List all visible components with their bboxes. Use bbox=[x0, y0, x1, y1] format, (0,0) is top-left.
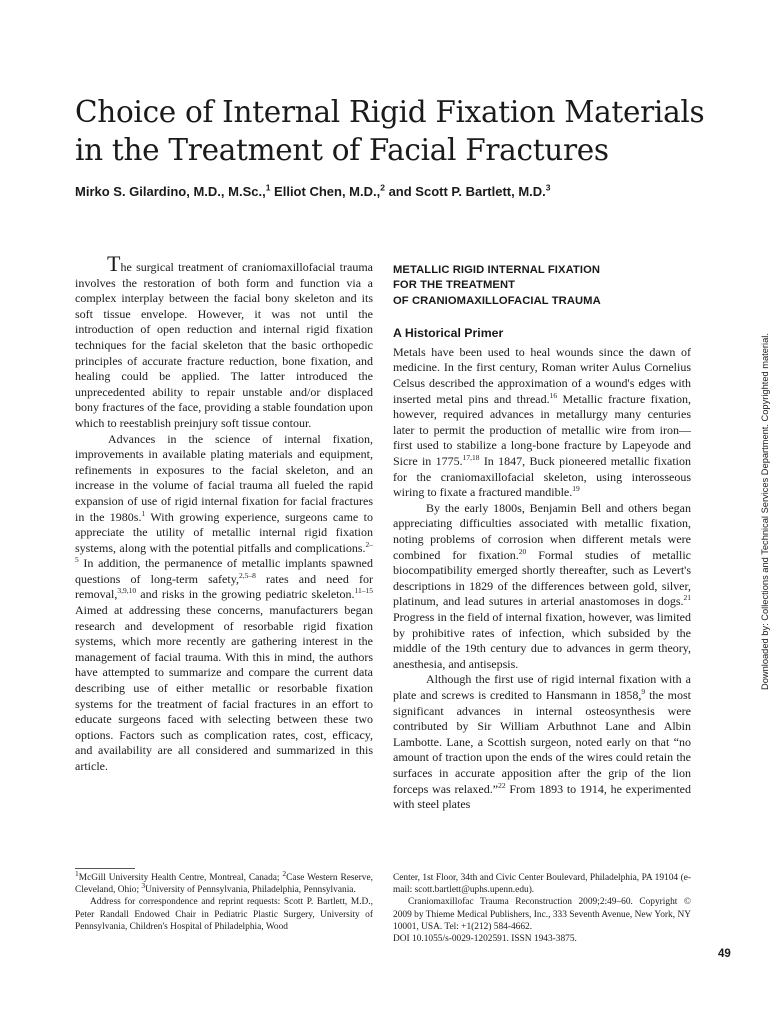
body-text: Progress in the field of internal fixation, however, was limited by prohibitive rates of infection, which subsided by the middle of the 19th century due to advances in germ theory, anesthesia, and antisepsis. bbox=[393, 609, 691, 671]
citation-ref: 20 bbox=[518, 546, 527, 556]
citation-ref: 21 bbox=[683, 593, 691, 603]
article-title bbox=[75, 93, 705, 169]
section-heading-line: FOR THE TREATMENT bbox=[393, 279, 516, 292]
affiliations bbox=[75, 868, 373, 896]
section-heading-line: OF CRANIOMAXILLOFACIAL TRAUMA bbox=[393, 294, 601, 307]
body-text: Metals have been used to heal wounds since the dawn of medicine. In the first century, Roman writer Aulus Cornelius Celsus described the approximation of a wound's edges with inserted metal pins and thread. bbox=[393, 344, 691, 406]
advances-paragraph bbox=[75, 432, 373, 775]
citation-ref: 17,18 bbox=[462, 453, 480, 463]
author-1: Mirko S. Gilardino, M.D., M.Sc., bbox=[75, 184, 266, 199]
body-text: and risks in the growing pediatric skeleton. bbox=[136, 587, 355, 602]
body-text: By the early 1800s, Benjamin Bell and others began appreciating difficulties associated with metallic fixation, noting problems of corrosion when different metals were combined for fixation. bbox=[393, 500, 691, 562]
citation-ref: 1 bbox=[141, 508, 146, 518]
citation-ref: 16 bbox=[549, 390, 558, 400]
citation-ref: 2,5–8 bbox=[238, 570, 256, 580]
author-list bbox=[75, 184, 695, 199]
title-line-2: in the Treatment of Facial Fractures bbox=[75, 133, 609, 167]
body-text: Metallic fracture fixation, however, required advances in metallurgy many centuries later to permit the production of metallic wire from iron—first used to stabilize a long-bone fracture by Lapeyode and Sicre in 1775. bbox=[393, 391, 692, 469]
correspondence-address: Address for correspondence and reprint requests: Scott P. Bartlett, M.D., Peter Randall Endowed Chair in Pediatric Plastic Surgery, University of Pennsylvania, Children's Hospital of Philadelphia, Wood bbox=[75, 897, 373, 932]
download-notice: Downloaded by: Collections and Technical Services Department. Copyrighted material. bbox=[760, 333, 770, 690]
affiliation-marker: 3 bbox=[141, 881, 146, 891]
footnotes-right bbox=[393, 868, 691, 945]
citation-ref: 3,9,10 bbox=[117, 586, 137, 596]
affiliation-text: McGill University Health Centre, Montreal, Canada; bbox=[78, 873, 283, 883]
citation-ref: 22 bbox=[498, 780, 506, 790]
history-paragraph-1 bbox=[393, 345, 691, 501]
author-3-affiliation: 3 bbox=[545, 182, 551, 193]
page-number: 49 bbox=[718, 948, 731, 960]
footnotes-left bbox=[75, 868, 373, 933]
citation-ref: 19 bbox=[572, 484, 580, 494]
citation-ref: 11–15 bbox=[354, 586, 373, 596]
section-heading bbox=[393, 263, 691, 309]
right-column bbox=[393, 263, 691, 813]
history-paragraph-3 bbox=[393, 672, 691, 812]
author-3: and Scott P. Bartlett, M.D. bbox=[384, 184, 546, 199]
drop-cap: T bbox=[107, 251, 121, 276]
journal-citation: Craniomaxillofac Trauma Reconstruction 2009;2:49–60. Copyright © 2009 by Thieme Medical Publishers, Inc., 333 Seventh Avenue, New York, NY 10001, USA. Tel: +1(212) 584-4662. bbox=[393, 897, 691, 932]
history-paragraph-2 bbox=[393, 501, 691, 673]
subsection-heading: A Historical Primer bbox=[393, 325, 504, 340]
section-heading-line: METALLIC RIGID INTERNAL FIXATION bbox=[393, 264, 601, 276]
author-2-affiliation: 2 bbox=[380, 182, 385, 193]
body-text: In addition, the permanence of metallic implants spawned questions of long-term safety, bbox=[75, 556, 373, 586]
affiliation-text: Case Western Reserve, Cleveland, Ohio; bbox=[75, 873, 373, 896]
intro-paragraph bbox=[75, 251, 373, 432]
body-text: Formal studies of metallic biocompatibility emerged shortly thereafter, such as Levert's descriptions in 1829 of the differences between gold, silver, platinum, and lead sutures in arterial anastomoses in dogs. bbox=[393, 547, 691, 609]
doi-line: DOI 10.1055/s-0029-1202591. ISSN 1943-3875. bbox=[393, 934, 577, 945]
body-text: From 1893 to 1914, he experimented with steel plates bbox=[393, 781, 691, 812]
body-text: Although the first use of rigid internal fixation with a plate and screws is credited to Hansmann in 1858, bbox=[393, 672, 691, 702]
affiliation-text: University of Pennsylvania, Philadelphia, Pennsylvania. bbox=[145, 885, 356, 896]
affiliation-marker: 1 bbox=[75, 868, 79, 878]
citation-ref: 2–5 bbox=[75, 539, 373, 565]
citation-ref: 9 bbox=[641, 686, 646, 696]
author-1-affiliation: 1 bbox=[265, 182, 271, 193]
title-line-1: Choice of Internal Rigid Fixation Materials bbox=[75, 95, 705, 129]
body-text: the most significant advances in internal osteosynthesis were contributed by Sir William Arbuthnot Lane and Albin Lambotte. Lane, a Scottish surgeon, noted early on that “no amount of traction upon the ends of the wires could retain the surfaces in accurate apposition after the grip of the lion forceps was relaxed.” bbox=[393, 687, 692, 796]
affiliation-marker: 2 bbox=[282, 868, 287, 878]
body-text: Advances in the science of internal fixation, improvements in available plating materials and equipment, refinements in exposures to the facial skeleton, and an increase in the volume of facial trauma all fueled the rapid expansion of use of rigid internal fixation for facial fractures in the 1980s. bbox=[75, 431, 373, 524]
body-text: Aimed at addressing these concerns, manufacturers began research and development of resorbable rigid fixation systems, which more recently are gathering interest in the management of facial trauma. With this in mind, the authors have attempted to summarize and compare the current data describing use of either metallic or resorbable fixation systems for the treatment of facial fractures in an effort to educate surgeons faced with selecting between these two options. Factors such as complication rates, cost, efficacy, and availability are all considered and summarized in this article. bbox=[75, 603, 373, 773]
left-column bbox=[75, 251, 374, 775]
correspondence-address-continued: Center, 1st Floor, 34th and Civic Center Boulevard, Philadelphia, PA 19104 (e-mail: scott.bartlett@uphs.upenn.edu). bbox=[393, 873, 691, 896]
body-text: With growing experience, surgeons came to appreciate the utility of metallic internal rigid fixation systems, along with the potential pitfalls and complications. bbox=[75, 509, 373, 555]
body-text: rates and need for removal, bbox=[75, 571, 374, 602]
intro-text: he surgical treatment of craniomaxillofacial trauma involves the restoration of both form and function via a complex interplay between the facial bony skeleton and its soft tissue envelope. However, it was not until the introduction of open reduction and internal rigid fixation techniques for the facial skeleton that the basic orthopedic principles of accurate fracture reduction, bone fixation, and healing could be applied. The latter introduced the unprecedented ability to repair unstable and/or displaced bony fractures of the face, providing a stable foundation upon which to reestablish preinjury soft tissue contour. bbox=[75, 260, 373, 430]
author-2: Elliot Chen, M.D., bbox=[270, 184, 381, 199]
body-text: In 1847, Buck pioneered metallic fixation for the craniomaxillofacial skeleton, using interosseous wiring to fixate a fractured mandible. bbox=[393, 454, 691, 500]
